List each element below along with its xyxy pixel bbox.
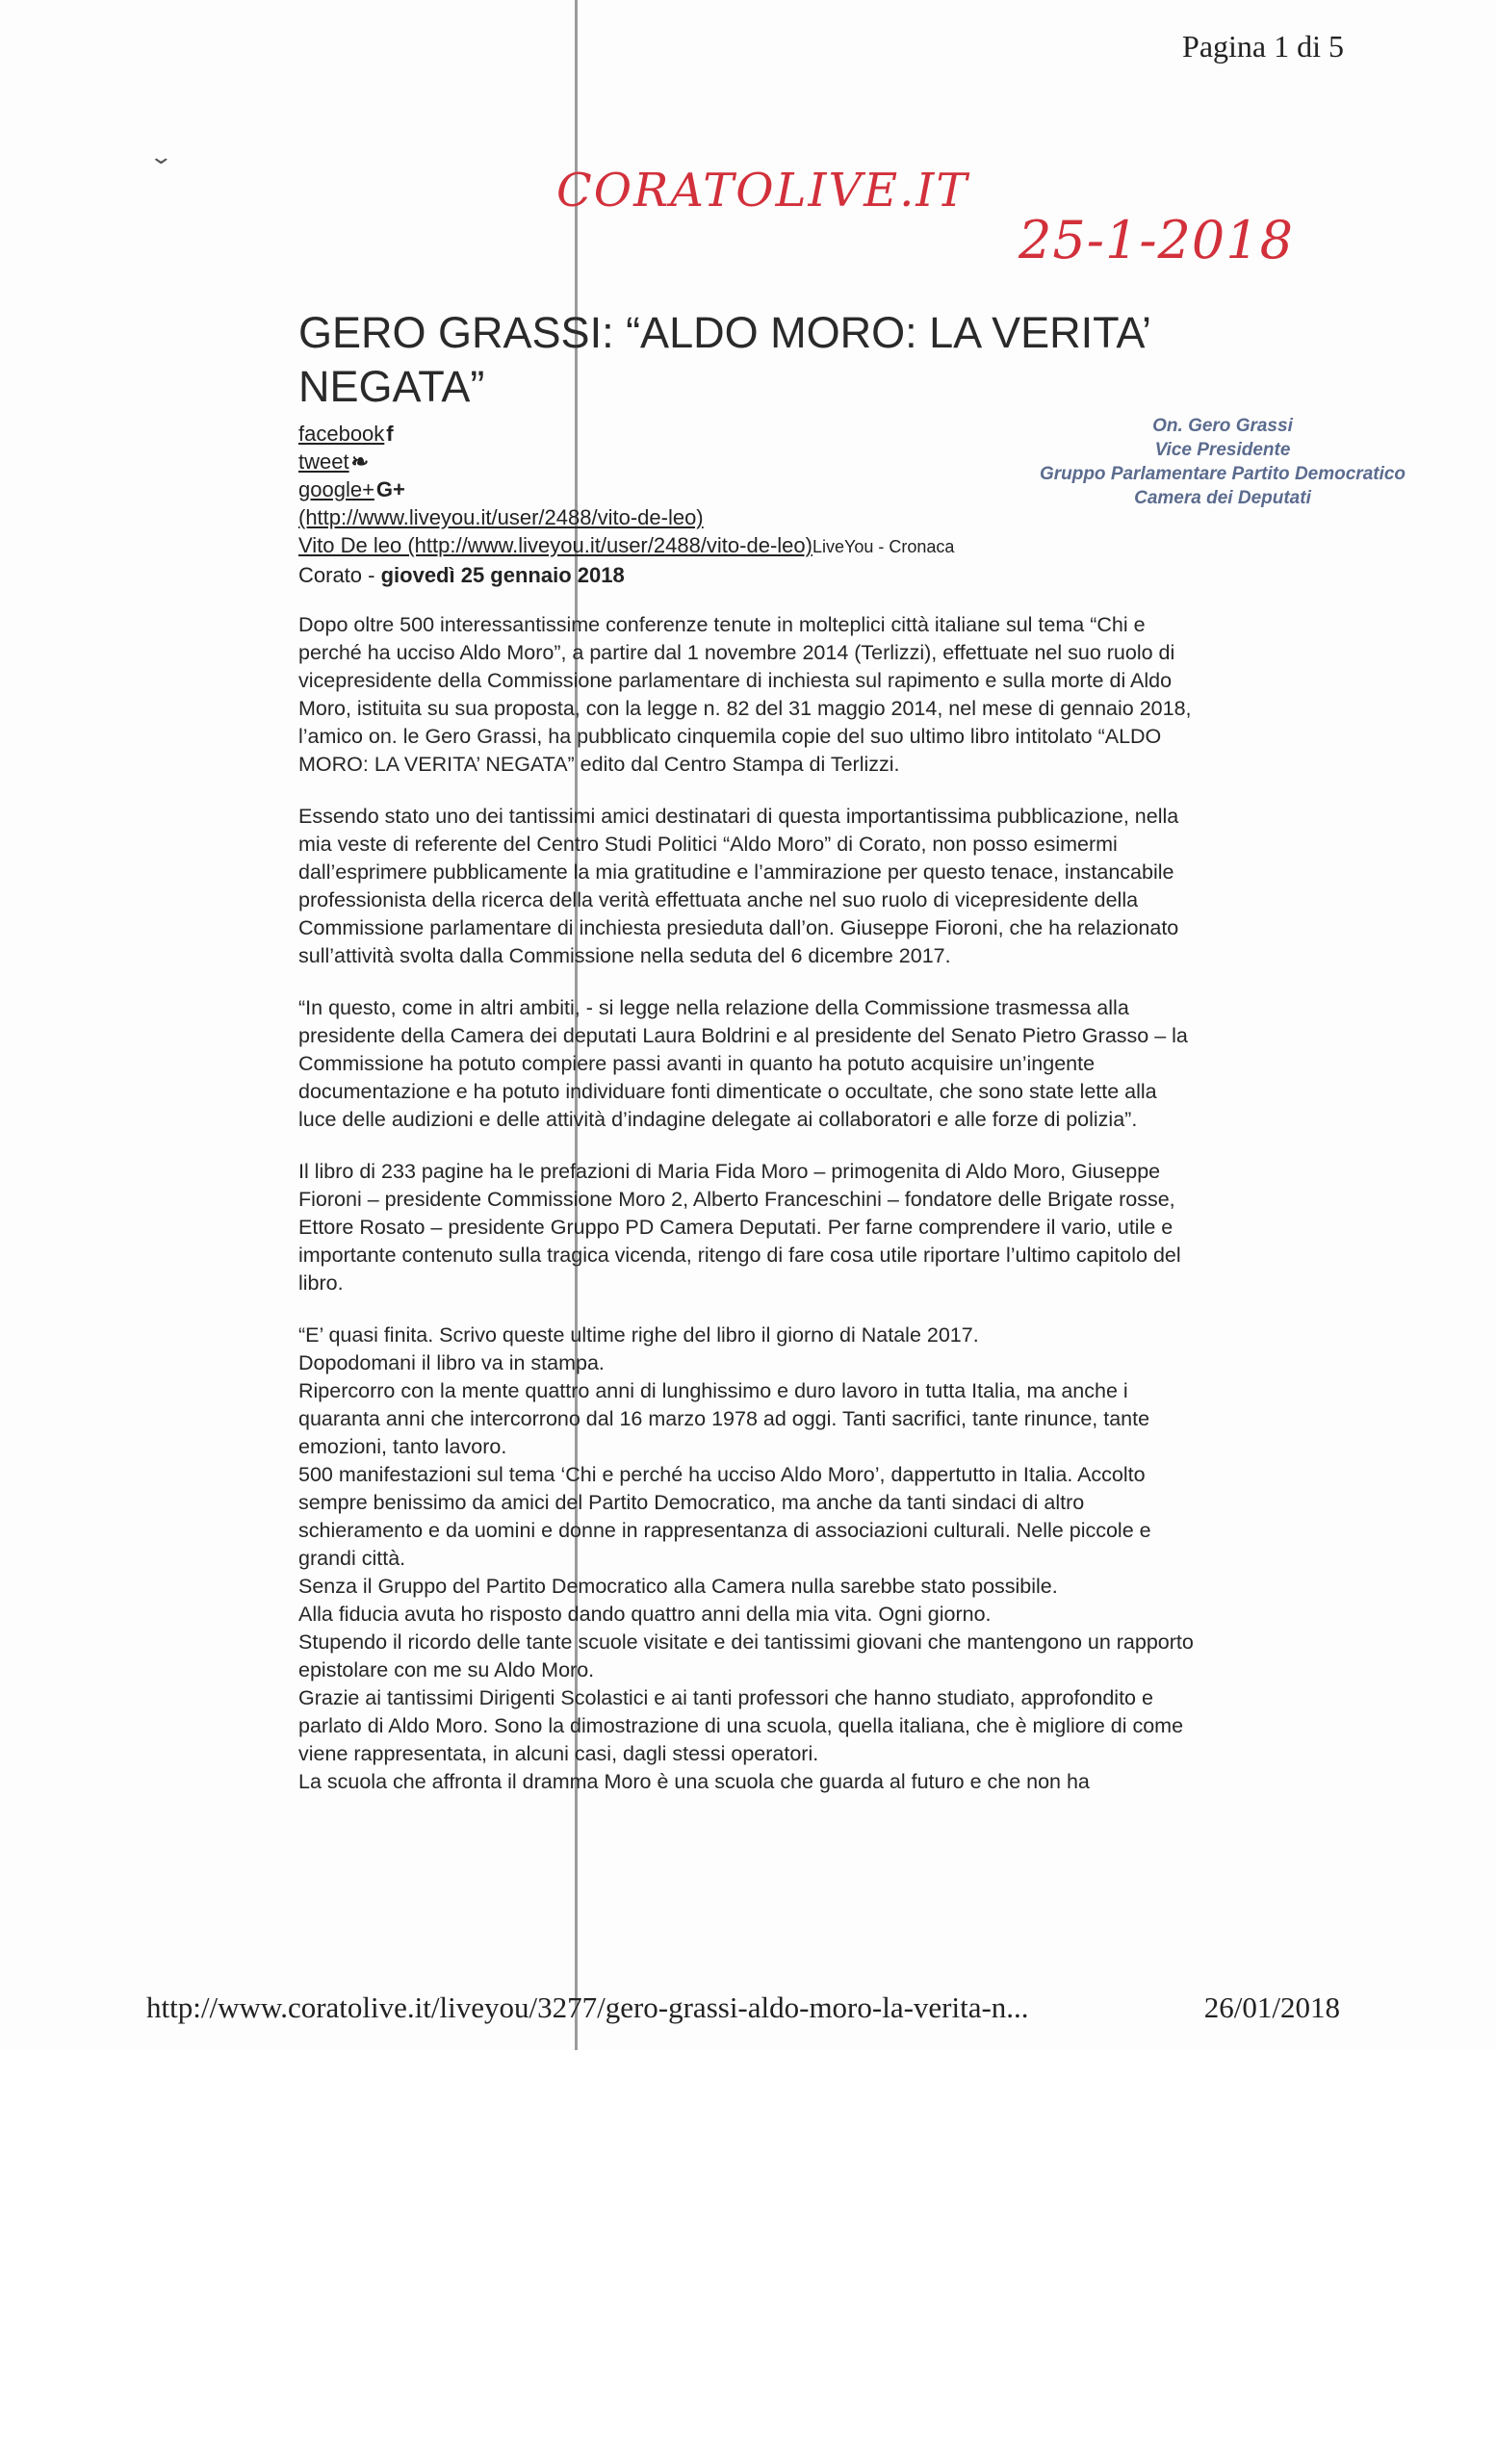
stamp-line: On. Gero Grassi [1152,416,1293,436]
page-number: Pagina 1 di 5 [1182,29,1344,64]
tweet-link[interactable]: tweet [298,449,349,474]
quote-line: Ripercorro con la mente quattro anni di lunghissimo e duro lavoro in tutta Italia, ma anche i quaranta anni che intercorrono dal 16 marzo 1978 ad oggi. Tanti sacrifici, tante rinunce, tante emozioni, tanto lavoro. [298,1379,1150,1458]
article-place: Corato - [298,563,381,587]
article-date: giovedì 25 gennaio 2018 [380,563,625,587]
quote-line: Senza il Gruppo del Partito Democratico alla Camera nulla sarebbe stato possibile. [298,1575,1058,1598]
share-facebook[interactable] [298,420,954,448]
article-meta [298,420,954,589]
author-link[interactable]: Vito De leo (http://www.liveyou.it/user/2488/vito-de-leo) [298,533,812,557]
article-body [298,611,1199,1796]
article-paragraph: Il libro di 233 pagine ha le prefazioni di Maria Fida Moro – primogenita di Aldo Moro, Giuseppe Fioroni – presidente Commissione Moro 2, Alberto Franceschini – fondatore delle Brigate rosse, Ettore Rosato – presidente Gruppo PD Camera Deputati. Per farne comprendere il vario, utile e importante contenuto sulla tragica vicenda, ritengo di fare cosa utile riportare l’ultimo capitolo del libro. [298,1160,1181,1295]
article-paragraph: Essendo stato uno dei tantissimi amici destinatari di questa importantissima pubblicazione, nella mia veste di referente del Centro Studi Politici “Aldo Moro” di Corato, non posso esimermi dall’esprimere pubblicamente la mia gratitudine e l’ammirazione per questo tenace, instancabile professionista della ricerca della verità effettuata anche nel suo ruolo di vicepresidente della Commissione parlamentare di inchiesta presieduta dall’on. Giuseppe Fioroni, che ha relazionato sull’attività svolta dalla Commissione nella seduta del 6 dicembre 2017. [298,805,1179,967]
quote-line: La scuola che affronta il dramma Moro è una scuola che guarda al futuro e che non ha [298,1770,1090,1793]
book-quote [298,1322,1199,1796]
article-category: LiveYou - Cronaca [812,537,955,556]
handwritten-date-note: 25-1-2018 [1019,210,1294,270]
stamp-line: Camera dei Deputati [1134,488,1311,508]
handwritten-site-note: CORATOLIVE.IT [556,164,969,218]
quote-line: Grazie ai tantissimi Dirigenti Scolastici e ai tanti professori che hanno studiato, approfondito e parlato di Aldo Moro. Sono la dimostrazione di una scuola, quella italiana, che è migliore di come viene rappresentata, in alcuni casi, dagli stessi operatori. [298,1686,1184,1765]
footer-date: 26/01/2018 [1203,1990,1340,2024]
quote-line: 500 manifestazioni sul tema ‘Chi e perché ha ucciso Aldo Moro’, dappertutto in Italia. Accolto sempre benissimo da amici del Partito Democratico, ma anche da tanti sindaci di altro schieramento e da uomini e donne in rappresentanza di associazioni culturali. Nelle piccole e grandi città. [298,1463,1151,1570]
footer-url: http://www.coratolive.it/liveyou/3277/gero-grassi-aldo-moro-la-verita-n... [146,1990,1029,2024]
quote-line: Dopodomani il libro va in stampa. [298,1351,605,1374]
author-profile-link[interactable]: (http://www.liveyou.it/user/2488/vito-de-leo) [298,505,704,529]
twitter-icon[interactable]: ❧ [350,449,370,474]
facebook-icon[interactable]: f [386,422,394,446]
article-paragraph: Dopo oltre 500 interessantissime conferenze tenute in molteplici città italiane sul tema “Chi e perché ha ucciso Aldo Moro”, a partire dal 1 novembre 2014 (Terlizzi), effettuate nel suo ruolo di vicepresidente della Commissione parlamentare di inchiesta sul rapimento e sulla morte di Aldo Moro, istituita su sua proposta, con la legge n. 82 del 31 maggio 2014, nel mese di gennaio 2018, l’amico on. le Gero Grassi, ha pubblicato cinquemila copie del suo ultimo libro intitolato “ALDO MORO: LA VERITA’ NEGATA” edito dal Centro Stampa di Terlizzi. [298,613,1192,776]
quote-line: “E’ quasi finita. Scrivo queste ultime righe del libro il giorno di Natale 2017. [298,1323,979,1347]
facebook-link[interactable]: facebook [298,422,385,446]
quote-line: Alla fiducia avuta ho risposto dando quattro anni della mia vita. Ogni giorno. [298,1603,992,1626]
stamp-line: Gruppo Parlamentare Partito Democratico [1039,464,1406,484]
stamp-line: Vice Presidente [1154,440,1291,460]
chevron-down-icon: ⌄ [148,144,174,168]
share-google[interactable] [298,475,954,503]
google-link[interactable]: google+ [298,477,374,501]
official-stamp [1020,414,1425,510]
google-plus-icon[interactable]: G+ [375,477,405,501]
share-tweet[interactable] [298,448,954,475]
article-title: GERO GRASSI: “ALDO MORO: LA VERITA’ NEGATA” [298,308,1150,411]
article-paragraph: “In questo, come in altri ambiti, - si legge nella relazione della Commissione trasmessa alla presidente della Camera dei deputati Laura Boldrini e al presidente del Senato Pietro Grasso – la Commissione ha potuto compiere passi avanti in quanto ha potuto acquisire un’ingente documentazione e ha potuto individuare fonti dimenticate o occultate, che sono state lette alla luce delle audizioni e delle attività d’indagine delegate ai collaboratori e alle forze di polizia”. [298,996,1188,1131]
quote-line: Stupendo il ricordo delle tante scuole visitate e dei tantissimi giovani che mantengono un rapporto epistolare con me su Aldo Moro. [298,1630,1194,1681]
